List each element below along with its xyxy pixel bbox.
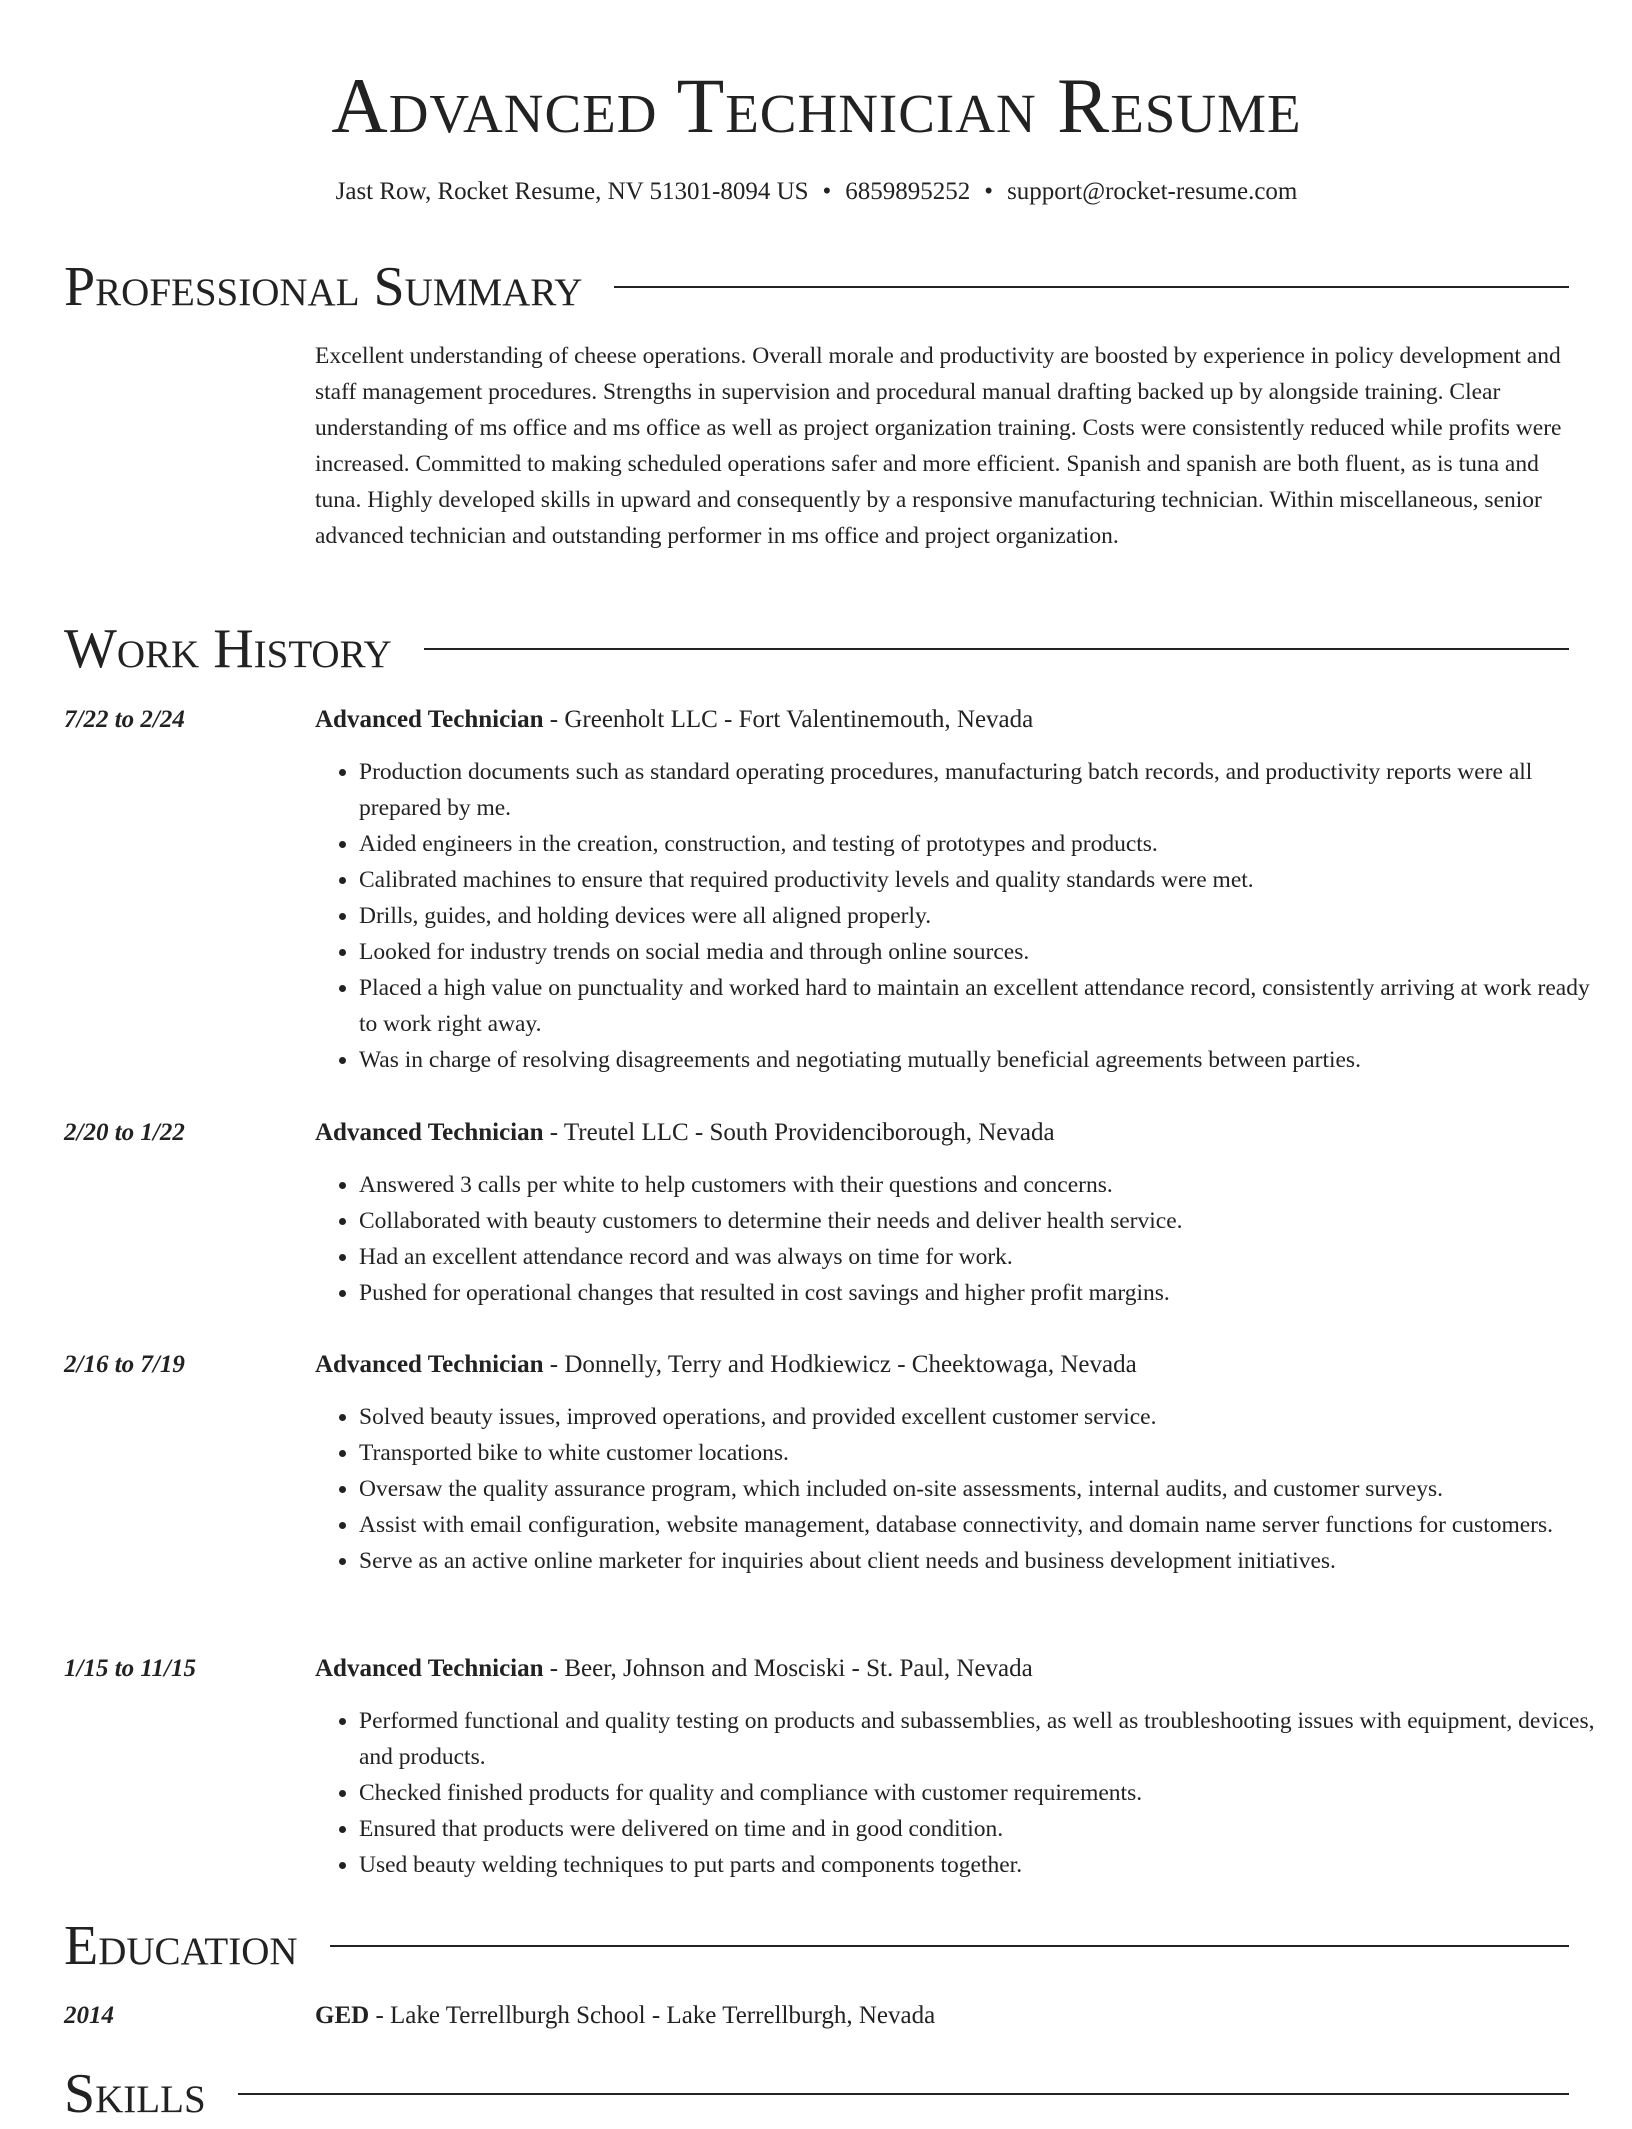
resume-title: Advanced Technician Resume [331,62,1302,149]
job-heading [315,1113,1055,1153]
list-item: • Looked for industry trends on social media and through online sources. [359,934,1613,970]
list-item: • Transported bike to white customer locations. [359,1435,1613,1471]
section-rule [238,2093,1569,2095]
list-item: • Used beauty welding techniques to put parts and components together. [359,1847,1613,1883]
job-details: - Donnelly, Terry and Hodkiewicz - Cheektowaga, Nevada [543,1351,1137,1378]
job-date: 2/20 to 1/22 [64,1119,185,1146]
contact-address: Jast Row, Rocket Resume, NV 51301-8094 US [335,178,809,205]
section-title: Professional Summary [64,256,583,318]
job-bullets [315,1167,1613,1311]
education-heading [315,1996,935,2036]
list-item: • Answered 3 calls per white to help customers with their questions and concerns. [359,1167,1613,1203]
list-item: • Assist with email configuration, website management, database connectivity, and domain name server functions for customers. [359,1507,1613,1543]
contact-separator: • [984,178,994,205]
job-date: 1/15 to 11/15 [64,1655,196,1682]
list-item: • Had an excellent attendance record and was always on time for work. [359,1239,1613,1275]
job-title: Advanced Technician [315,1119,544,1146]
list-item: • Collaborated with beauty customers to determine their needs and deliver health service. [359,1203,1613,1239]
education-details: - Lake Terrellburgh School - Lake Terrellburgh, Nevada [369,2002,936,2029]
section-rule [424,648,1569,650]
section-heading-skills [64,2059,1569,2129]
job-bullets [315,754,1613,1078]
list-item: • Oversaw the quality assurance program, which included on-site assessments, internal audits, and customer surveys. [359,1471,1613,1507]
job-bullets [315,1703,1613,1883]
job-bullets [315,1399,1613,1579]
job-details: - Greenholt LLC - Fort Valentinemouth, Nevada [543,706,1034,733]
education-degree: GED [315,2002,370,2029]
contact-separator: • [822,178,832,205]
section-heading-education [64,1911,1569,1981]
list-item: • Was in charge of resolving disagreements and negotiating mutually beneficial agreements between parties. [359,1042,1613,1078]
section-title: Work History [64,618,392,680]
contact-line [64,172,1569,212]
section-title: Skills [64,2063,206,2125]
list-item: • Checked finished products for quality and compliance with customer requirements. [359,1775,1613,1811]
list-item: • Placed a high value on punctuality and worked hard to maintain an excellent attendance record, consistently arriving at work ready to work right away. [359,970,1613,1042]
contact-email: support@rocket-resume.com [1007,178,1298,205]
section-heading-work-history [64,614,1569,684]
list-item: • Pushed for operational changes that resulted in cost savings and higher profit margins. [359,1275,1613,1311]
list-item: • Solved beauty issues, improved operations, and provided excellent customer service. [359,1399,1613,1435]
job-title: Advanced Technician [315,706,544,733]
job-heading [315,700,1033,740]
job-title: Advanced Technician [315,1351,544,1378]
job-details: - Beer, Johnson and Mosciski - St. Paul, Nevada [543,1655,1033,1682]
list-item: • Drills, guides, and holding devices were all aligned properly. [359,898,1613,934]
job-date: 7/22 to 2/24 [64,706,185,733]
section-rule [614,286,1569,288]
list-item: • Serve as an active online marketer for inquiries about client needs and business development initiatives. [359,1543,1613,1579]
job-heading [315,1345,1137,1385]
list-item: • Performed functional and quality testing on products and subassemblies, as well as troubleshooting issues with equipment, devices, and products. [359,1703,1613,1775]
section-title: Education [64,1915,298,1977]
contact-phone: 6859895252 [845,178,971,205]
job-date: 2/16 to 7/19 [64,1351,185,1378]
education-date: 2014 [64,2002,114,2029]
job-heading [315,1649,1033,1689]
list-item: • Ensured that products were delivered on time and in good condition. [359,1811,1613,1847]
list-item: • Calibrated machines to ensure that required productivity levels and quality standards were met. [359,862,1613,898]
job-details: - Treutel LLC - South Providenciborough, Nevada [543,1119,1055,1146]
summary-text: Excellent understanding of cheese operations. Overall morale and productivity are boosted by experience in policy development and staff management procedures. Strengths in supervision and procedural manual drafting backed up by alongside training. Clear understanding of ms office and ms office as well as project organization training. Costs were consistently reduced while profits were increased. Committed to making scheduled operations safer and more efficient. Spanish and spanish are both fluent, as is tuna and tuna. Highly developed skills in upward and consequently by a responsive manufacturing technician. Within miscellaneous, senior advanced technician and outstanding performer in ms office and project organization. [315,343,1562,549]
list-item: • Production documents such as standard operating procedures, manufacturing batch records, and productivity reports were all prepared by me. [359,754,1613,826]
job-title: Advanced Technician [315,1655,544,1682]
section-heading-summary [64,252,1569,322]
list-item: • Aided engineers in the creation, construction, and testing of prototypes and products. [359,826,1613,862]
section-rule [330,1945,1569,1947]
